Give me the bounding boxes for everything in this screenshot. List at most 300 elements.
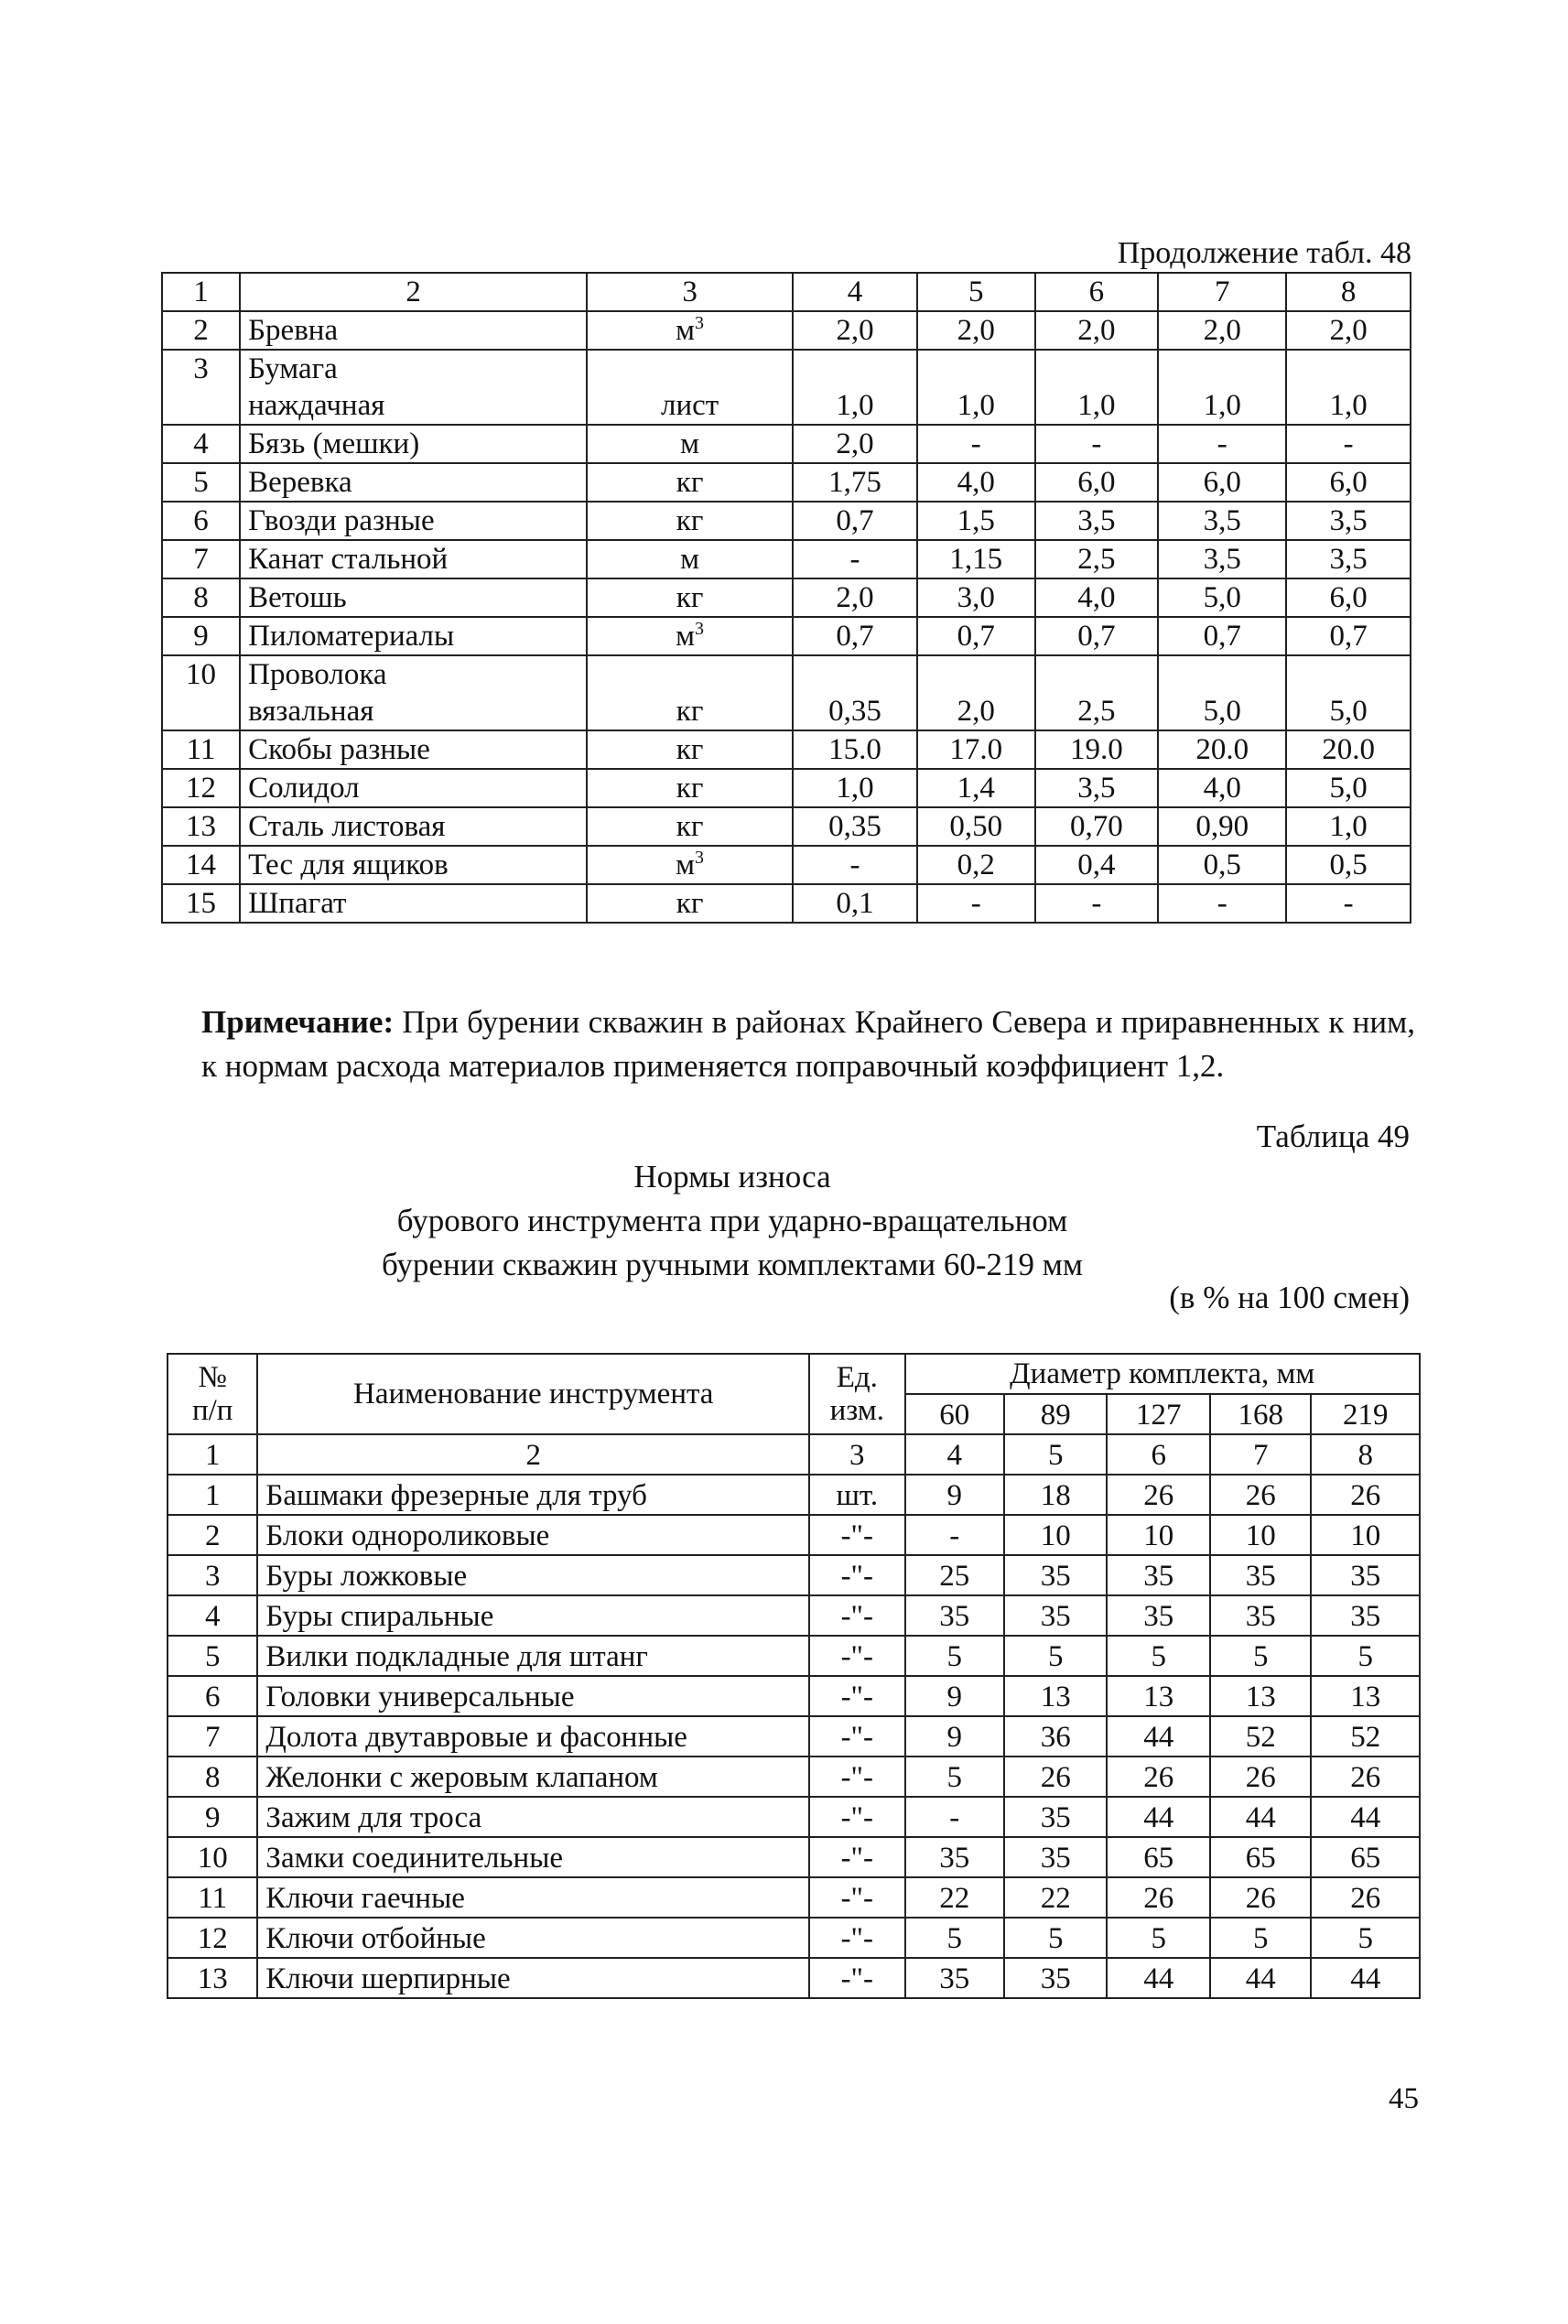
row-number: 4 <box>168 1595 257 1636</box>
row-number: 2 <box>168 1515 257 1555</box>
table49-row <box>168 1555 1420 1595</box>
value-cell: 25 <box>905 1555 1004 1595</box>
value-cell: 44 <box>1311 1797 1420 1837</box>
index-cell: 5 <box>1004 1434 1107 1475</box>
value-cell: - <box>1158 884 1286 923</box>
material-name-line: Скобы разные <box>248 733 430 766</box>
value-cell: 0,35 <box>793 655 917 730</box>
value-cell: 26 <box>1311 1877 1420 1918</box>
tool-name: Ключи шерпирные <box>257 1958 809 1998</box>
material-name <box>240 502 587 540</box>
material-name <box>240 578 587 617</box>
index-cell: 8 <box>1311 1434 1420 1475</box>
unit <box>587 425 793 463</box>
unit <box>587 884 793 923</box>
row-number: 7 <box>162 540 240 578</box>
material-name-line: Бревна <box>248 314 339 347</box>
unit: -"- <box>809 1716 904 1757</box>
value-cell: 4,0 <box>917 463 1035 502</box>
material-name-line: Пиломатериалы <box>248 620 455 653</box>
value-cell: 35 <box>1210 1555 1311 1595</box>
unit-text: м <box>676 849 696 881</box>
value-cell: 0,7 <box>793 502 917 540</box>
unit <box>587 502 793 540</box>
value-cell: 0,4 <box>1035 846 1159 884</box>
row-number: 10 <box>168 1837 257 1877</box>
value-cell: 5,0 <box>1158 578 1286 617</box>
value-cell: 26 <box>1311 1757 1420 1797</box>
tool-name: Головки универсальные <box>257 1676 809 1716</box>
tool-name: Долота двутавровые и фасонные <box>257 1716 809 1757</box>
value-cell: 35 <box>1311 1555 1420 1595</box>
tool-name: Вилки подкладные для штанг <box>257 1636 809 1676</box>
value-cell: 52 <box>1210 1716 1311 1757</box>
material-name-line: вязальная <box>248 695 374 728</box>
value-cell: 65 <box>1311 1837 1420 1877</box>
table48-row <box>162 769 1411 807</box>
unit-superscript: 3 <box>695 619 705 639</box>
table49-row <box>168 1636 1420 1676</box>
header-cell: 5 <box>917 273 1035 311</box>
row-number: 12 <box>162 769 240 807</box>
value-cell: 35 <box>1311 1595 1420 1636</box>
value-cell: 20.0 <box>1158 730 1286 769</box>
index-cell: 7 <box>1210 1434 1311 1475</box>
material-name <box>240 617 587 655</box>
index-cell: 2 <box>257 1434 809 1475</box>
value-cell: 13 <box>1004 1676 1107 1716</box>
diameter-value: 60 <box>905 1394 1004 1434</box>
tool-name: Ключи отбойные <box>257 1918 809 1958</box>
value-cell: 35 <box>905 1595 1004 1636</box>
table49-label: Таблица 49 <box>1256 1119 1410 1154</box>
table49-row <box>168 1475 1420 1515</box>
index-cell: 1 <box>168 1434 257 1475</box>
value-cell: 0,7 <box>793 617 917 655</box>
material-name <box>240 425 587 463</box>
value-cell: 35 <box>1004 1555 1107 1595</box>
header-name: Наименование инструмента <box>257 1354 809 1434</box>
tool-name: Блоки однороликовые <box>257 1515 809 1555</box>
unit <box>587 578 793 617</box>
header-num <box>168 1354 257 1434</box>
unit-text: кг <box>676 504 704 537</box>
row-number: 7 <box>168 1716 257 1757</box>
value-cell: 0,2 <box>917 846 1035 884</box>
unit-text: лист <box>660 389 719 422</box>
value-cell: 44 <box>1107 1797 1209 1837</box>
diameter-value: 168 <box>1210 1394 1311 1434</box>
row-number: 12 <box>168 1918 257 1958</box>
header-unit <box>809 1354 904 1434</box>
table49-row <box>168 1877 1420 1918</box>
value-cell: 0,7 <box>1158 617 1286 655</box>
value-cell: 0,7 <box>1035 617 1159 655</box>
value-cell: 6,0 <box>1286 463 1411 502</box>
value-cell: 1,75 <box>793 463 917 502</box>
material-name-line: наждачная <box>248 389 385 422</box>
value-cell: 0,7 <box>1286 617 1411 655</box>
unit: -"- <box>809 1757 904 1797</box>
material-name <box>240 807 587 846</box>
unit <box>587 350 793 425</box>
value-cell: 35 <box>1004 1797 1107 1837</box>
value-cell: 35 <box>1004 1958 1107 1998</box>
value-cell: - <box>917 425 1035 463</box>
unit-text: м <box>680 543 700 576</box>
unit: -"- <box>809 1837 904 1877</box>
header-num-line: п/п <box>191 1394 233 1427</box>
table49-title-line: бурового инструмента при ударно-вращательном <box>396 1203 1068 1238</box>
table48-row <box>162 425 1411 463</box>
value-cell: 5 <box>1210 1918 1311 1958</box>
value-cell: 10 <box>1311 1515 1420 1555</box>
row-number: 5 <box>168 1636 257 1676</box>
value-cell: 26 <box>1210 1475 1311 1515</box>
material-name <box>240 655 587 730</box>
value-cell: 13 <box>1210 1676 1311 1716</box>
value-cell: 6,0 <box>1286 578 1411 617</box>
unit-text: м <box>676 314 696 347</box>
value-cell: 2,0 <box>1158 311 1286 350</box>
value-cell: 5 <box>905 1636 1004 1676</box>
table48-row <box>162 540 1411 578</box>
value-cell: 22 <box>905 1877 1004 1918</box>
header-cell: 4 <box>793 273 917 311</box>
value-cell: 2,0 <box>1286 311 1411 350</box>
value-cell: 13 <box>1107 1676 1209 1716</box>
value-cell: 52 <box>1311 1716 1420 1757</box>
header-cell: 6 <box>1035 273 1159 311</box>
value-cell: 5 <box>1004 1918 1107 1958</box>
value-cell: 0,50 <box>917 807 1035 846</box>
unit: -"- <box>809 1958 904 1998</box>
row-number: 13 <box>162 807 240 846</box>
table48-continuation-caption: Продолжение табл. 48 <box>1117 236 1411 270</box>
material-name <box>240 350 587 425</box>
unit-text: кг <box>676 772 704 805</box>
table49-unit-note: (в % на 100 смен) <box>1169 1280 1410 1315</box>
unit-text: кг <box>676 887 704 920</box>
value-cell: 5,0 <box>1158 655 1286 730</box>
value-cell: 9 <box>905 1676 1004 1716</box>
value-cell: 5,0 <box>1286 655 1411 730</box>
value-cell: 44 <box>1311 1958 1420 1998</box>
unit <box>587 807 793 846</box>
material-name-line: Ветошь <box>248 581 347 614</box>
row-number: 15 <box>162 884 240 923</box>
material-name <box>240 311 587 350</box>
table48-row <box>162 617 1411 655</box>
table49-row <box>168 1958 1420 1998</box>
row-number: 13 <box>168 1958 257 1998</box>
value-cell: 26 <box>1210 1877 1311 1918</box>
value-cell: 1,0 <box>793 350 917 425</box>
table48-header-row <box>162 273 1411 311</box>
value-cell: 0,70 <box>1035 807 1159 846</box>
row-number: 5 <box>162 463 240 502</box>
value-cell: - <box>793 540 917 578</box>
unit-text: м <box>680 427 700 460</box>
value-cell: 0,5 <box>1286 846 1411 884</box>
table48-row <box>162 730 1411 769</box>
value-cell: 5 <box>905 1757 1004 1797</box>
material-name-line: Бязь (мешки) <box>248 427 420 460</box>
value-cell: 2,0 <box>793 578 917 617</box>
value-cell: 6,0 <box>1158 463 1286 502</box>
material-name-line: Тес для ящиков <box>248 849 449 881</box>
value-cell: 35 <box>905 1837 1004 1877</box>
table48-row <box>162 655 1411 730</box>
value-cell: 2,0 <box>793 425 917 463</box>
row-number: 8 <box>168 1757 257 1797</box>
unit-superscript: 3 <box>695 313 705 333</box>
value-cell: 18 <box>1004 1475 1107 1515</box>
header-unit-line: Ед. <box>836 1361 878 1394</box>
unit <box>587 846 793 884</box>
value-cell: - <box>1158 425 1286 463</box>
table49-header-row <box>168 1354 1420 1394</box>
value-cell: 65 <box>1107 1837 1209 1877</box>
unit-text: кг <box>676 810 704 843</box>
unit-text: кг <box>676 581 704 614</box>
tool-name: Ключи гаечные <box>257 1877 809 1918</box>
row-number: 9 <box>162 617 240 655</box>
value-cell: 35 <box>1210 1595 1311 1636</box>
value-cell: - <box>905 1515 1004 1555</box>
header-cell: 8 <box>1286 273 1411 311</box>
note-label: Примечание: <box>201 1004 395 1040</box>
value-cell: 1,0 <box>1286 807 1411 846</box>
value-cell: 1,0 <box>1286 350 1411 425</box>
note-text: При бурении скважин в районах Крайнего Севера и приравненных к ним, к нормам расхода материалов применяется поправочный коэффициент 1,2. <box>201 1004 1415 1084</box>
value-cell: 1,15 <box>917 540 1035 578</box>
material-name-line: Шпагат <box>248 887 347 920</box>
row-number: 11 <box>168 1877 257 1918</box>
note-paragraph <box>201 1000 1415 1088</box>
value-cell: 35 <box>1107 1555 1209 1595</box>
material-name-line: Канат стальной <box>248 543 449 576</box>
table49-row <box>168 1797 1420 1837</box>
table49-title <box>275 1155 1190 1287</box>
unit: -"- <box>809 1555 904 1595</box>
unit-superscript: 3 <box>695 848 705 868</box>
unit-text: кг <box>676 733 704 766</box>
value-cell: 6,0 <box>1035 463 1159 502</box>
tool-name: Буры ложковые <box>257 1555 809 1595</box>
value-cell: 19.0 <box>1035 730 1159 769</box>
value-cell: 0,35 <box>793 807 917 846</box>
unit <box>587 617 793 655</box>
tool-name: Зажим для троса <box>257 1797 809 1837</box>
value-cell: 1,0 <box>1035 350 1159 425</box>
row-number: 10 <box>162 655 240 730</box>
material-name-line: Солидол <box>248 772 360 805</box>
value-cell: 2,0 <box>1035 311 1159 350</box>
value-cell: 15.0 <box>793 730 917 769</box>
table49-row <box>168 1716 1420 1757</box>
page-number: 45 <box>1389 2082 1419 2115</box>
material-name <box>240 846 587 884</box>
value-cell: 1,5 <box>917 502 1035 540</box>
table48-row <box>162 884 1411 923</box>
table48-row <box>162 311 1411 350</box>
row-number: 6 <box>162 502 240 540</box>
value-cell: 26 <box>1107 1877 1209 1918</box>
value-cell: 2,0 <box>917 655 1035 730</box>
table49-title-line: бурении скважин ручными комплектами 60-219 мм <box>381 1247 1084 1282</box>
value-cell: - <box>905 1797 1004 1837</box>
value-cell: 20.0 <box>1286 730 1411 769</box>
row-number: 1 <box>168 1475 257 1515</box>
value-cell: 35 <box>905 1958 1004 1998</box>
value-cell: 5 <box>1004 1636 1107 1676</box>
value-cell: 2,0 <box>793 311 917 350</box>
value-cell: 3,5 <box>1158 502 1286 540</box>
index-cell: 6 <box>1107 1434 1209 1475</box>
unit-text: м <box>676 620 696 653</box>
unit: -"- <box>809 1676 904 1716</box>
header-cell: 2 <box>240 273 587 311</box>
value-cell: 0,7 <box>917 617 1035 655</box>
table48-row <box>162 463 1411 502</box>
header-cell: 1 <box>162 273 240 311</box>
value-cell: 0,90 <box>1158 807 1286 846</box>
table48-row <box>162 502 1411 540</box>
unit: -"- <box>809 1797 904 1837</box>
table48 <box>161 272 1411 924</box>
unit <box>587 311 793 350</box>
value-cell: 17.0 <box>917 730 1035 769</box>
material-name-line: Проволока <box>248 658 387 691</box>
tool-name: Замки соединительные <box>257 1837 809 1877</box>
table48-row <box>162 350 1411 425</box>
value-cell: 4,0 <box>1035 578 1159 617</box>
index-cell: 4 <box>905 1434 1004 1475</box>
value-cell: 26 <box>1107 1475 1209 1515</box>
value-cell: - <box>1286 884 1411 923</box>
diameter-value: 127 <box>1107 1394 1209 1434</box>
tool-name: Башмаки фрезерные для труб <box>257 1475 809 1515</box>
value-cell: 3,5 <box>1158 540 1286 578</box>
unit: -"- <box>809 1918 904 1958</box>
value-cell: 3,5 <box>1035 769 1159 807</box>
unit-text: кг <box>676 466 704 499</box>
value-cell: 35 <box>1004 1595 1107 1636</box>
index-cell: 3 <box>809 1434 904 1475</box>
value-cell: 2,0 <box>917 311 1035 350</box>
row-number: 3 <box>168 1555 257 1595</box>
value-cell: 0,1 <box>793 884 917 923</box>
value-cell: 5 <box>1210 1636 1311 1676</box>
value-cell: 3,5 <box>1286 540 1411 578</box>
value-cell: 0,5 <box>1158 846 1286 884</box>
table49-row <box>168 1918 1420 1958</box>
value-cell: - <box>1286 425 1411 463</box>
value-cell: 36 <box>1004 1716 1107 1757</box>
value-cell: 26 <box>1004 1757 1107 1797</box>
value-cell: - <box>1035 884 1159 923</box>
value-cell: 4,0 <box>1158 769 1286 807</box>
diameter-value: 219 <box>1311 1394 1420 1434</box>
value-cell: 5 <box>1107 1918 1209 1958</box>
value-cell: 44 <box>1107 1716 1209 1757</box>
value-cell: 1,0 <box>793 769 917 807</box>
value-cell: 3,5 <box>1035 502 1159 540</box>
value-cell: 44 <box>1107 1958 1209 1998</box>
value-cell: 3,5 <box>1286 502 1411 540</box>
unit <box>587 769 793 807</box>
value-cell: 10 <box>1004 1515 1107 1555</box>
material-name <box>240 463 587 502</box>
value-cell: 2,5 <box>1035 655 1159 730</box>
table49-row <box>168 1676 1420 1716</box>
value-cell: 10 <box>1107 1515 1209 1555</box>
material-name <box>240 730 587 769</box>
table49-row <box>168 1595 1420 1636</box>
material-name-line: Бумага <box>248 352 338 385</box>
unit: -"- <box>809 1595 904 1636</box>
value-cell: 10 <box>1210 1515 1311 1555</box>
unit <box>587 463 793 502</box>
row-number: 4 <box>162 425 240 463</box>
value-cell: 26 <box>1210 1757 1311 1797</box>
row-number: 9 <box>168 1797 257 1837</box>
value-cell: 65 <box>1210 1837 1311 1877</box>
value-cell: 5 <box>1311 1636 1420 1676</box>
table49-row <box>168 1515 1420 1555</box>
value-cell: 9 <box>905 1475 1004 1515</box>
value-cell: 26 <box>1107 1757 1209 1797</box>
row-number: 3 <box>162 350 240 425</box>
unit <box>587 730 793 769</box>
value-cell: 44 <box>1210 1797 1311 1837</box>
value-cell: 1,4 <box>917 769 1035 807</box>
diameter-value: 89 <box>1004 1394 1107 1434</box>
table49-title-line: Нормы износа <box>633 1159 831 1194</box>
value-cell: 1,0 <box>917 350 1035 425</box>
unit: -"- <box>809 1636 904 1676</box>
table49-row <box>168 1837 1420 1877</box>
unit: -"- <box>809 1877 904 1918</box>
table49 <box>167 1353 1421 1999</box>
value-cell: 5 <box>1107 1636 1209 1676</box>
value-cell: - <box>793 846 917 884</box>
value-cell: 13 <box>1311 1676 1420 1716</box>
table48-row <box>162 807 1411 846</box>
value-cell: 2,5 <box>1035 540 1159 578</box>
row-number: 8 <box>162 578 240 617</box>
table49-row <box>168 1757 1420 1797</box>
material-name <box>240 884 587 923</box>
row-number: 2 <box>162 311 240 350</box>
value-cell: 5 <box>905 1918 1004 1958</box>
value-cell: - <box>1035 425 1159 463</box>
value-cell: 22 <box>1004 1877 1107 1918</box>
material-name <box>240 769 587 807</box>
value-cell: 35 <box>1004 1837 1107 1877</box>
unit: шт. <box>809 1475 904 1515</box>
tool-name: Желонки с жеровым клапаном <box>257 1757 809 1797</box>
value-cell: 1,0 <box>1158 350 1286 425</box>
material-name <box>240 540 587 578</box>
header-cell: 7 <box>1158 273 1286 311</box>
material-name-line: Сталь листовая <box>248 810 446 843</box>
value-cell: - <box>917 884 1035 923</box>
table49-index-row <box>168 1434 1420 1475</box>
value-cell: 9 <box>905 1716 1004 1757</box>
tool-name: Буры спиральные <box>257 1595 809 1636</box>
